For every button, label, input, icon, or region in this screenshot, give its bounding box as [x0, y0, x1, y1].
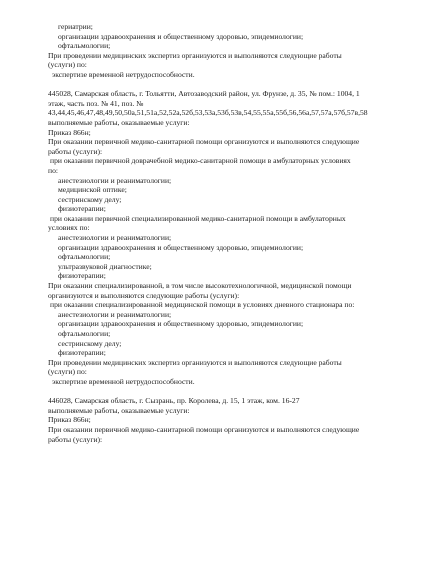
text-line: организации здравоохранения и общественному здоровью, эпидемиологии;: [58, 242, 304, 252]
text-line: выполняемые работы, оказываемые услуги:: [48, 405, 190, 415]
text-line: по:: [48, 165, 58, 175]
text-line: организуются и выполняются следующие работы (услуги):: [48, 290, 240, 300]
text-line: (услуги) по:: [48, 60, 87, 70]
text-line: Приказ 866н;: [48, 415, 91, 425]
text-line: офтальмологии;: [58, 252, 111, 262]
text-line: экспертизе временной нетрудоспособности.: [52, 376, 195, 386]
text-line: офтальмологии;: [58, 329, 111, 338]
text-line: При оказании специализированной, в том числе высокотехнологичной, медицинской помощи: [48, 281, 352, 291]
document-body: [48, 22, 400, 444]
text-line: При оказании первичной медико-санитарной помощи организуются и выполняются следующие: [48, 424, 360, 434]
text-line: 446028, Самарская область, г. Сызрань, пр. Королева, д. 15, 1 этаж, ком. 16-27: [48, 396, 300, 406]
text-line: медицинской оптике;: [58, 185, 127, 195]
text-line: организации здравоохранения и общественному здоровью, эпидемиологии;: [58, 319, 304, 329]
text-line: физиотерапии;: [58, 271, 106, 281]
text-line: анестезиологии и реаниматологии;: [58, 175, 172, 185]
text-line: Приказ 866н;: [48, 127, 91, 137]
text-line: сестринскому делу;: [58, 338, 122, 348]
text-line: 43,44,45,46,47,48,49,50,50а,51,51а,52,52а,52б,53,53а,53б,53в,54,55,55а,55б,56,56а,57,57а,57б,57в,58: [48, 108, 368, 118]
blank-line: [48, 387, 400, 397]
blank-line: [48, 80, 400, 90]
text-line: выполняемые работы, оказываемые услуги:: [48, 117, 190, 127]
text-line: физиотерапии;: [58, 204, 106, 214]
text-line: работы (услуги):: [48, 434, 103, 444]
text-line: экспертизе временной нетрудоспособности.: [52, 69, 195, 79]
text-line: 445028, Самарская область, г. Тольятти, Автозаводский район, ул. Фрунзе, д. 35, № пом.: 1004, 1: [48, 89, 360, 99]
text-line: при оказании первичной доврачебной медико-санитарной помощи в амбулаторных условиях: [50, 156, 351, 166]
text-line: При проведении медицинских экспертиз организуются и выполняются следующие работы: [48, 50, 342, 60]
text-line: работы (услуги):: [48, 146, 103, 156]
text-line: (услуги) по:: [48, 367, 87, 377]
text-line: При оказании первичной медико-санитарной помощи организуются и выполняются следующие: [48, 137, 360, 147]
text-line: ультразвуковой диагностике;: [58, 261, 152, 271]
text-line: анестезиологии и реаниматологии;: [58, 309, 172, 319]
text-line: анестезиологии и реаниматологии;: [58, 233, 172, 243]
text-line: при оказании специализированной медицинской помощи в условиях дневного стационара по:: [50, 300, 355, 310]
text-line: при оказании первичной специализированной медико-санитарной помощи в амбулаторных: [50, 213, 346, 223]
text-line: офтальмологии;: [58, 41, 111, 51]
text-line: сестринскому делу;: [58, 194, 122, 204]
text-line: При проведении медицинских экспертиз организуются и выполняются следующие работы: [48, 357, 342, 367]
text-line: физиотерапии;: [58, 348, 106, 358]
text-line: гериатрии;: [58, 22, 93, 31]
text-line: этаж, часть поз. № 41, поз. №: [48, 98, 144, 108]
text-line: организации здравоохранения и общественному здоровью, эпидемиологии;: [58, 31, 304, 41]
text-line: условиях по:: [48, 223, 90, 233]
